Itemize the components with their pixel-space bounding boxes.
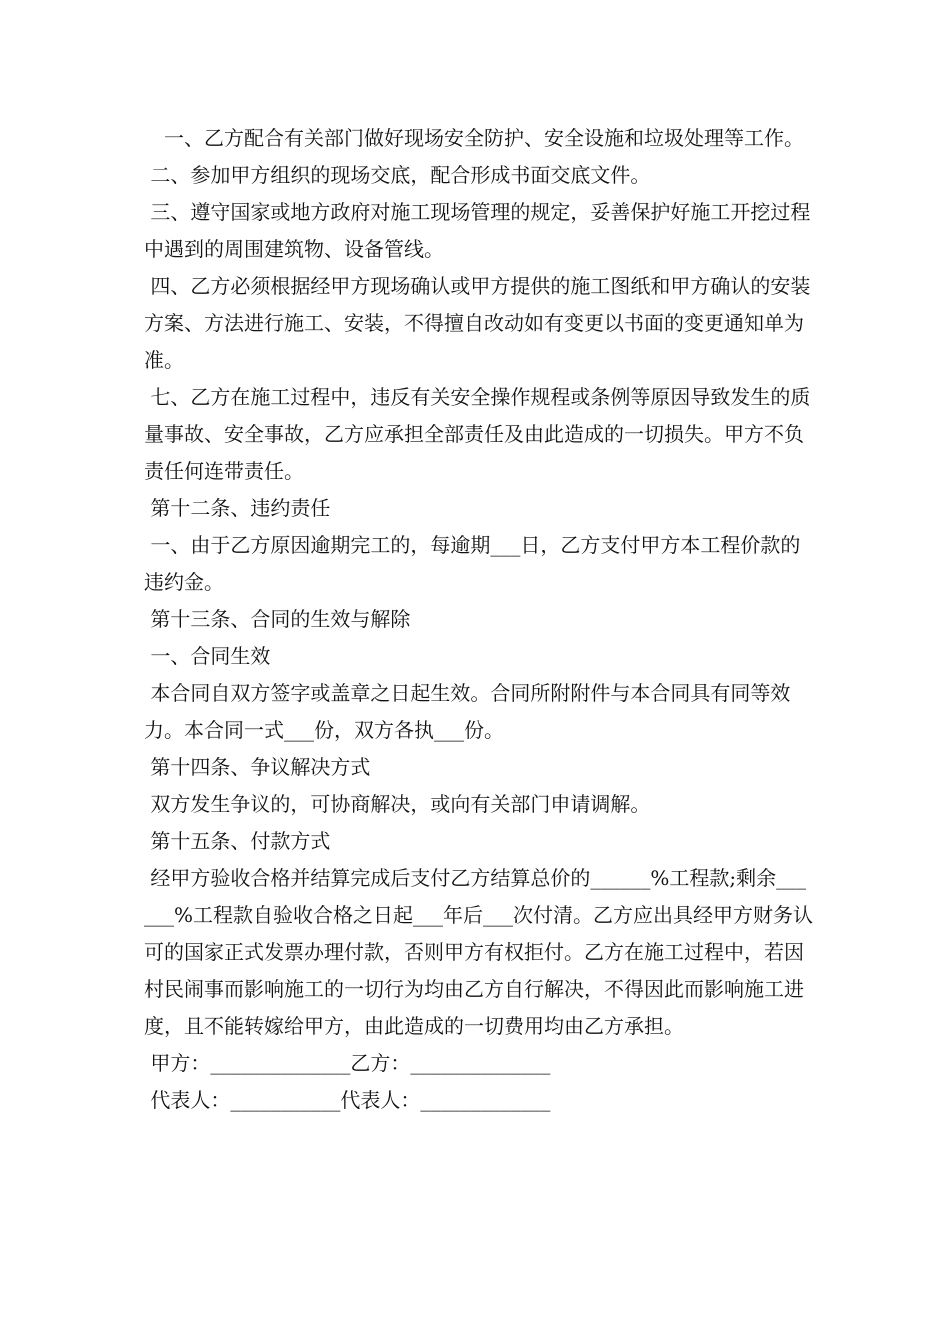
clause-site-regulations: 三、遵守国家或地方政府对施工现场管理的规定，妥善保护好施工开挖过程中遇到的周围建筑物、设备管线。 xyxy=(144,200,811,261)
clause-safety-cooperation: 一、乙方配合有关部门做好现场安全防护、安全设施和垃圾处理等工作。 xyxy=(144,126,804,150)
clause-construction-drawings: 四、乙方必须根据经甲方现场确认或甲方提供的施工图纸和甲方确认的安装方案、方法进行施工、安装，不得擅自改动如有变更以书面的变更通知单为准。 xyxy=(144,274,811,372)
clause-payment-terms: 经甲方验收合格并结算完成后支付乙方结算总价的______%工程款;剩余______%工程款自验收合格之日起___年后___次付清。乙方应出具经甲方财务认可的国家正式发票办理付款，否则甲方有权拒付。乙方在施工过程中，若因村民闹事而影响施工的一切行为均由乙方自行解决，不得因此而影响施工进度，且不能转嫁给甲方，由此造成的一切费用均由乙方承担。 xyxy=(144,866,814,1038)
clause-dispute-resolution: 双方发生争议的，可协商解决，或向有关部门申请调解。 xyxy=(144,792,651,816)
article-15-heading: 第十五条、付款方式 xyxy=(144,829,331,853)
clause-safety-liability: 七、乙方在施工过程中，违反有关安全操作规程或条例等原因导致发生的质量事故、安全事故，乙方应承担全部责任及由此造成的一切损失。甲方不负责任何连带责任。 xyxy=(144,385,811,483)
subheading-contract-effect: 一、合同生效 xyxy=(144,644,271,668)
contract-text xyxy=(144,120,814,1119)
clause-delay-penalty: 一、由于乙方原因逾期完工的，每逾期___日，乙方支付甲方本工程价款的违约金。 xyxy=(144,533,801,594)
article-14-heading: 第十四条、争议解决方式 xyxy=(144,755,371,779)
clause-contract-effect: 本合同自双方签字或盖章之日起生效。合同所附附件与本合同具有同等效力。本合同一式___份，双方各执___份。 xyxy=(144,681,791,742)
article-13-heading: 第十三条、合同的生效与解除 xyxy=(144,607,411,631)
signature-line-parties: 甲方：______________乙方：______________ xyxy=(144,1051,551,1075)
clause-site-handover: 二、参加甲方组织的现场交底，配合形成书面交底文件。 xyxy=(144,163,651,187)
article-12-heading: 第十二条、违约责任 xyxy=(144,496,331,520)
signature-line-representatives: 代表人：___________代表人：_____________ xyxy=(144,1088,551,1112)
